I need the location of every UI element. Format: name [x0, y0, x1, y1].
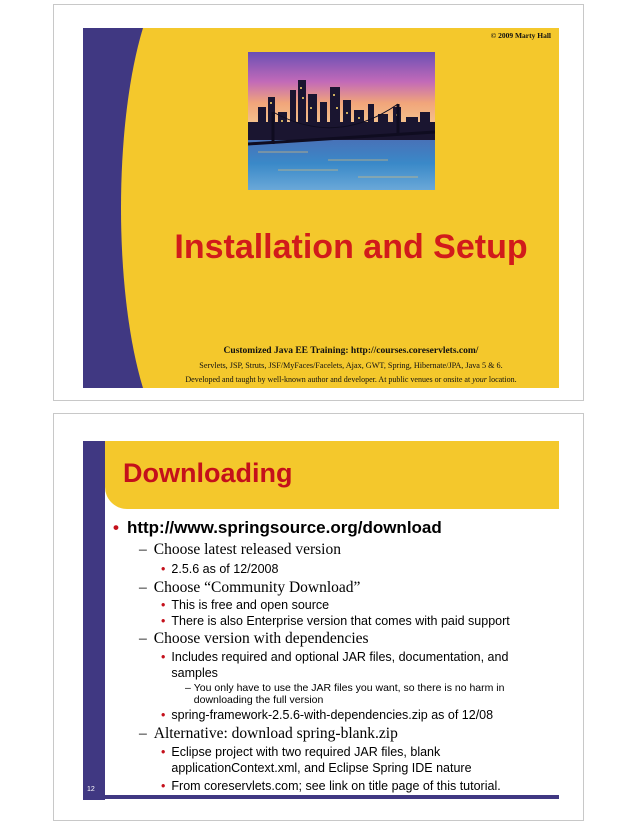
content-slide: [83, 441, 559, 800]
training-footer-line3: [143, 375, 559, 384]
item-text: You only have to use the JAR files you want, so there is no harm in downloading the full version: [193, 682, 505, 706]
page-number: 12: [87, 786, 95, 793]
list-item: – Alternative: download spring-blank.zip: [139, 725, 398, 742]
list-item: • From coreservlets.com; see link on title page of this tutorial.: [161, 778, 541, 794]
list-item: • spring-framework-2.5.6-with-dependencies.zip as of 12/08: [161, 707, 541, 723]
slide-title: Installation and Setup: [174, 228, 528, 266]
item-text: There is also Enterprise version that comes with paid support: [171, 614, 510, 628]
item-text: spring-framework-2.5.6-with-dependencies.zip as of 12/08: [171, 708, 494, 722]
list-item: – Choose “Community Download”: [139, 579, 361, 596]
download-url: http://www.springsource.org/download: [126, 518, 442, 537]
footer-emphasis: your: [472, 375, 487, 384]
list-item: • Includes required and optional JAR files, documentation, and samples: [161, 649, 541, 681]
copyright-notice: © 2009 Marty Hall: [490, 31, 551, 40]
list-item: • This is free and open source: [161, 597, 541, 613]
footer-text: Developed and taught by well-known author and developer. At public venues or onsite at: [185, 375, 473, 384]
footer-text-end: location.: [486, 375, 517, 384]
item-text: 2.5.6 as of 12/2008: [171, 562, 279, 576]
list-item: • 2.5.6 as of 12/2008: [161, 561, 541, 577]
slide-title: Downloading: [123, 458, 293, 488]
item-text: Choose latest released version: [153, 541, 341, 558]
bottom-rule: [105, 795, 559, 799]
item-text: Includes required and optional JAR files, documentation, and samples: [171, 650, 509, 680]
training-footer-line2: Servlets, JSP, Struts, JSF/MyFaces/Facelets, Ajax, GWT, Spring, Hibernate/JPA, Java 5 & 6.: [199, 361, 503, 370]
training-footer-line1: Customized Java EE Training: http://courses.coreservlets.com/: [223, 346, 479, 356]
city-skyline-photo: [248, 52, 435, 190]
item-text: Choose version with dependencies: [153, 630, 369, 647]
item-text: Choose “Community Download”: [153, 579, 361, 596]
list-item: – You only have to use the JAR files you want, so there is no harm in downloading the full version: [185, 683, 535, 706]
item-text: This is free and open source: [171, 598, 330, 612]
list-item: • There is also Enterprise version that comes with paid support: [161, 613, 541, 629]
purple-side-bar: [83, 441, 105, 800]
list-item: • Eclipse project with two required JAR files, blank applicationContext.xml, and Eclipse Spring IDE nature: [161, 744, 541, 776]
list-item: • http://www.springsource.org/download: [113, 518, 442, 537]
yellow-curve: [121, 28, 251, 388]
item-text: Eclipse project with two required JAR files, blank applicationContext.xml, and Eclipse Spring IDE nature: [171, 745, 472, 775]
item-text: From coreservlets.com; see link on title page of this tutorial.: [171, 779, 501, 793]
list-item: – Choose latest released version: [139, 541, 341, 558]
item-text: Alternative: download spring-blank.zip: [153, 725, 398, 742]
list-item: – Choose version with dependencies: [139, 630, 369, 647]
title-slide: [83, 28, 559, 388]
